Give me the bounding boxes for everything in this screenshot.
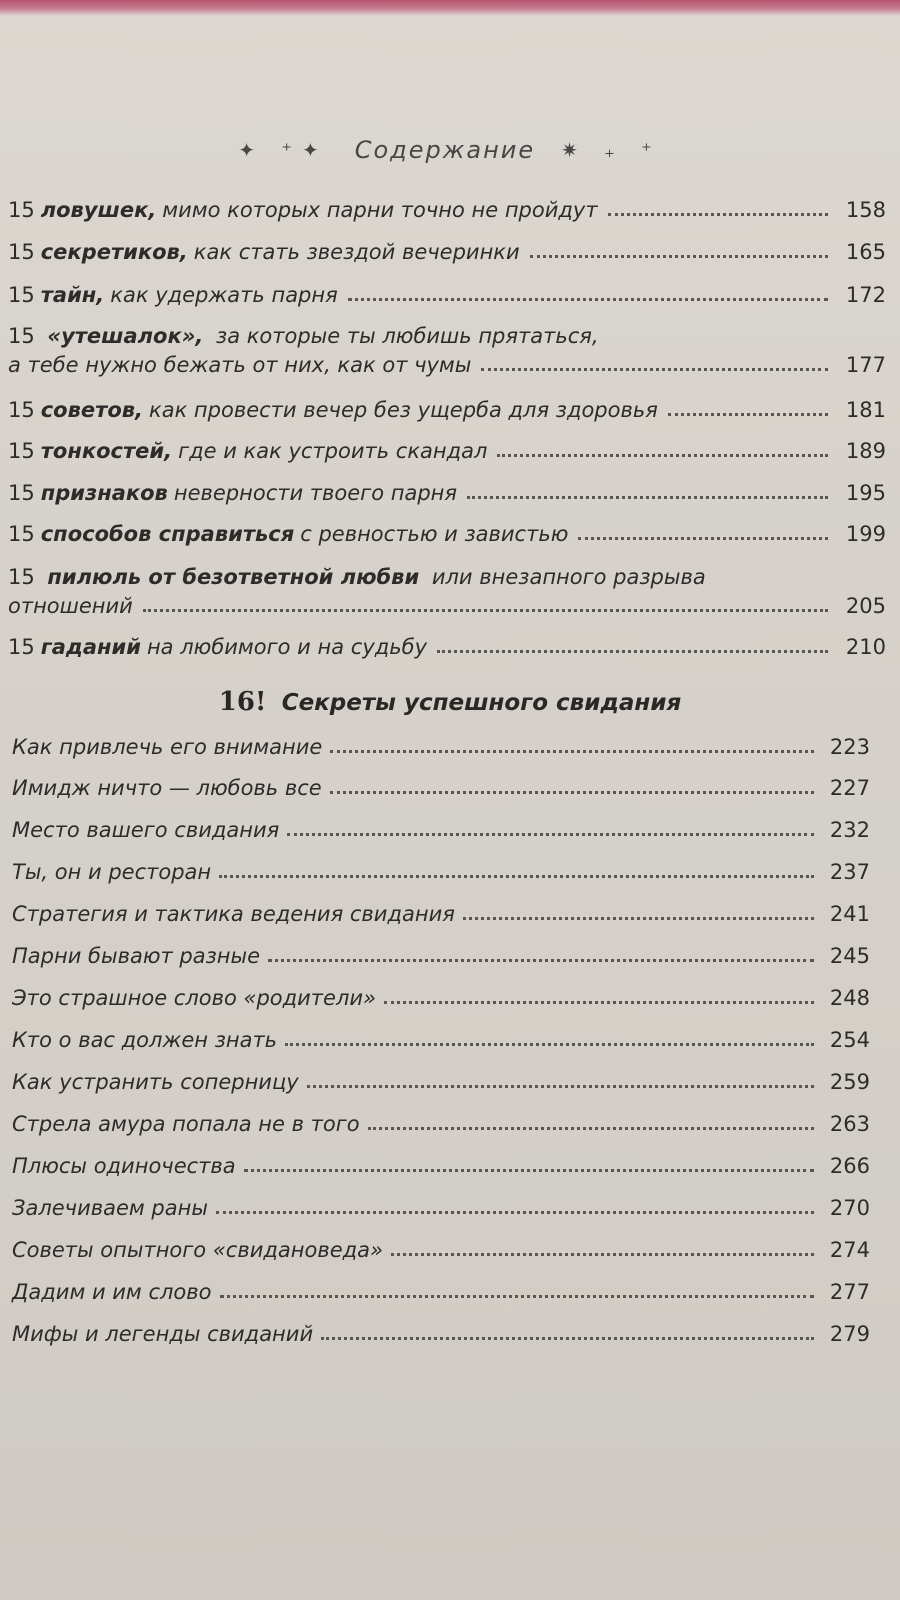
- entry-keyword: советов,: [40, 398, 144, 422]
- section-entry: [12, 1026, 870, 1054]
- entry-keyword: признаков: [40, 481, 168, 505]
- section-entry-title: Имидж ничто — любовь все: [12, 776, 322, 800]
- entry-page: 210: [845, 635, 886, 659]
- section-entry-title: Советы опытного «свидановеда»: [12, 1238, 383, 1262]
- star-decoration-icon: ✷ ₊ ⁺: [561, 138, 662, 162]
- section-number: 16!: [218, 687, 267, 717]
- dot-leader: [307, 1085, 814, 1088]
- star-decoration-icon: ✦ ⁺✦: [238, 138, 329, 162]
- dot-leader: [391, 1253, 814, 1256]
- entry-number: 15: [8, 522, 35, 546]
- entry-page: 195: [845, 481, 886, 505]
- entry-number: 15: [8, 198, 35, 222]
- section-entry: [12, 774, 870, 802]
- section-entry: [12, 1320, 870, 1348]
- section-entry: [12, 942, 870, 970]
- toc-entry: [8, 633, 886, 661]
- entry-number: 15: [8, 324, 35, 348]
- toc-entry: [8, 238, 886, 266]
- section-entry-page: 270: [829, 1196, 870, 1220]
- section-entry-title: Ты, он и ресторан: [12, 860, 212, 884]
- toc-entry: [8, 520, 886, 548]
- section-entry-title: Мифы и легенды свиданий: [12, 1322, 314, 1346]
- section-entry: [12, 900, 870, 928]
- section-entry-page: 279: [829, 1322, 870, 1346]
- section-entry: [12, 1278, 870, 1306]
- section-entry-title: Стратегия и тактика ведения свидания: [12, 902, 455, 926]
- entry-keyword: ловушек,: [40, 198, 157, 222]
- section-entry-title: Это страшное слово «родители»: [12, 986, 376, 1010]
- section-entry: [12, 816, 870, 844]
- section-entry-page: 254: [829, 1028, 870, 1052]
- entry-title: а тебе нужно бежать от них, как от чумы: [8, 353, 472, 377]
- dot-leader: [608, 213, 828, 216]
- entry-number: 15: [8, 439, 35, 463]
- section-entry-title: Как устранить соперницу: [12, 1070, 299, 1094]
- toc-entry: [8, 437, 886, 465]
- section-entry: [12, 1068, 870, 1096]
- toc-entry-continuation: [8, 351, 886, 379]
- dot-leader: [330, 791, 814, 794]
- entry-number: 15: [8, 635, 35, 659]
- entry-title: где и как устроить скандал: [178, 439, 488, 463]
- section-heading: [0, 686, 900, 719]
- entry-page: 205: [845, 594, 886, 618]
- contents-header: [0, 136, 900, 176]
- entry-page: 181: [845, 398, 886, 422]
- section-entry-title: Парни бывают разные: [12, 944, 261, 968]
- entry-number: 15: [8, 565, 35, 589]
- dot-leader: [481, 368, 828, 371]
- toc-entry-first-line: [8, 322, 886, 350]
- section-entry-page: 248: [829, 986, 870, 1010]
- dot-leader: [285, 1043, 814, 1046]
- section-entry-page: 241: [829, 902, 870, 926]
- dot-leader: [143, 609, 828, 612]
- section-entry-page: 237: [829, 860, 870, 884]
- section-title: Секреты успешного свидания: [281, 690, 682, 716]
- dot-leader: [368, 1127, 814, 1130]
- entry-title: как провести вечер без ущерба для здоровья: [149, 398, 658, 422]
- section-entry: [12, 1152, 870, 1180]
- entry-title: на любимого и на судьбу: [146, 635, 428, 659]
- section-entry-title: Плюсы одиночества: [12, 1154, 236, 1178]
- entry-title: за которые ты любишь прятаться,: [216, 324, 599, 348]
- section-entry-page: 277: [829, 1280, 870, 1304]
- entry-keyword: «утешалок»,: [47, 324, 204, 348]
- section-entry-title: Место вашего свидания: [12, 818, 280, 842]
- dot-leader: [384, 1001, 814, 1004]
- toc-entry: [8, 281, 886, 309]
- section-entry-page: 232: [829, 818, 870, 842]
- section-entry-title: Кто о вас должен знать: [12, 1028, 278, 1052]
- entry-keyword: гаданий: [40, 635, 141, 659]
- entry-page: 158: [845, 198, 886, 222]
- entry-keyword: пилюль от безответной любви: [47, 565, 420, 589]
- dot-leader: [530, 255, 828, 258]
- entry-page: 165: [845, 240, 886, 264]
- section-entry-page: 263: [829, 1112, 870, 1136]
- dot-leader: [216, 1211, 814, 1214]
- entry-page: 172: [845, 283, 886, 307]
- entry-number: 15: [8, 240, 35, 264]
- section-entry-title: Залечиваем раны: [12, 1196, 208, 1220]
- dot-leader: [287, 833, 814, 836]
- section-entry: [12, 984, 870, 1012]
- section-entry-title: Дадим и им слово: [12, 1280, 212, 1304]
- section-entry-page: 259: [829, 1070, 870, 1094]
- section-entry: [12, 733, 870, 761]
- dot-leader: [437, 650, 828, 653]
- section-entry-title: Как привлечь его внимание: [12, 735, 323, 759]
- section-entry: [12, 1236, 870, 1264]
- entry-keyword: секретиков,: [40, 240, 188, 264]
- dot-leader: [321, 1337, 814, 1340]
- dot-leader: [578, 537, 828, 540]
- dot-leader: [668, 413, 828, 416]
- toc-entry-first-line: [8, 563, 886, 591]
- entry-page: 177: [845, 353, 886, 377]
- toc-entry: [8, 396, 886, 424]
- entry-number: 15: [8, 398, 35, 422]
- section-entry-page: 274: [829, 1238, 870, 1262]
- entry-title: неверности твоего парня: [173, 481, 458, 505]
- toc-entry: [8, 479, 886, 507]
- entry-page: 199: [845, 522, 886, 546]
- section-entry: [12, 858, 870, 886]
- entry-title: или внезапного разрыва: [431, 565, 706, 589]
- dot-leader: [463, 917, 814, 920]
- page-title: Содержание: [354, 136, 536, 164]
- toc-entry-continuation: [8, 592, 886, 620]
- toc-entry: [8, 196, 886, 224]
- section-entry-page: 266: [829, 1154, 870, 1178]
- entry-title: отношений: [8, 594, 133, 618]
- entry-title: с ревностью и завистью: [300, 522, 569, 546]
- entry-title: как удержать парня: [110, 283, 338, 307]
- entry-title: как стать звездой вечеринки: [193, 240, 520, 264]
- entry-keyword: тайн,: [40, 283, 105, 307]
- entry-number: 15: [8, 283, 35, 307]
- entry-keyword: способов справиться: [40, 522, 295, 546]
- section-entry-title: Стрела амура попала не в того: [12, 1112, 360, 1136]
- entry-number: 15: [8, 481, 35, 505]
- dot-leader: [220, 1295, 815, 1298]
- dot-leader: [467, 496, 828, 499]
- dot-leader: [219, 875, 814, 878]
- dot-leader: [348, 298, 828, 301]
- section-entry-page: 245: [829, 944, 870, 968]
- entry-title: мимо которых парни точно не пройдут: [162, 198, 598, 222]
- dot-leader: [268, 959, 814, 962]
- section-entry: [12, 1110, 870, 1138]
- section-entry: [12, 1194, 870, 1222]
- entry-keyword: тонкостей,: [40, 439, 173, 463]
- dot-leader: [330, 750, 814, 753]
- entry-page: 189: [845, 439, 886, 463]
- dot-leader: [497, 454, 828, 457]
- dot-leader: [244, 1169, 814, 1172]
- section-entry-page: 227: [829, 776, 870, 800]
- section-entry-page: 223: [829, 735, 870, 759]
